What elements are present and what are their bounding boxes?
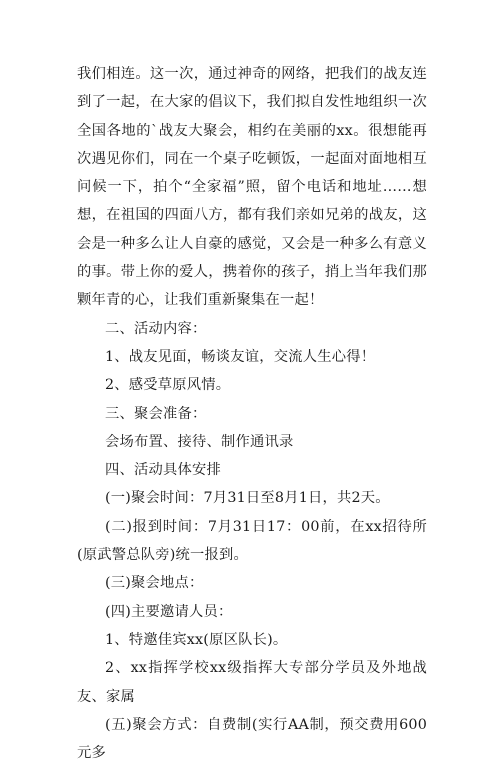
- list-item: 2、感受草原风情。: [105, 377, 231, 394]
- list-item: (二)报到时间：7月31日17：00前，在xx招待所(原武警总队旁)统一报到。: [77, 518, 427, 564]
- list-item: (五)聚会方式：自费制(实行AA制，预交费用600元多: [77, 716, 427, 762]
- list-item: 1、战友见面，畅谈友谊，交流人生心得！: [105, 348, 376, 365]
- list-item: 会场布置、接待、制作通讯录: [105, 433, 294, 450]
- list-item: 2、xx指挥学校xx级指挥大专部分学员及外地战友、家属: [77, 660, 427, 705]
- section-heading-schedule: 四、活动具体安排: [105, 462, 221, 479]
- list-item: (三)聚会地点：: [105, 575, 204, 592]
- document-body: [77, 60, 427, 767]
- list-item: (一)聚会时间：7月31日至8月1日，共2天。: [105, 490, 390, 507]
- list-item: 1、特邀佳宾xx(原区队长)。: [105, 631, 288, 648]
- intro-paragraph: 我们相连。这一次，通过神奇的网络，把我们的战友连到了一起，在大家的倡议下，我们拟自发性地组织一次全国各地的`战友大聚会，相约在美丽的xx。很想能再次遇见你们，同在一个桌子吃顿饭，一起面对面地相互问候一下，拍个“全家福”照，留个电话和地址……想想，在祖国的四面八方，都有我们亲如兄弟的战友，这会是一种多么让人自豪的感觉，又会是一种多么有意义的事。带上你的爱人，携着你的孩子，捎上当年我们那颗年青的心，让我们重新聚集在一起！: [77, 66, 427, 309]
- list-item: (四)主要邀请人员：: [105, 603, 233, 620]
- section-heading-preparation: 三、聚会准备：: [105, 405, 207, 422]
- section-heading-activity-content: 二、活动内容：: [105, 320, 207, 337]
